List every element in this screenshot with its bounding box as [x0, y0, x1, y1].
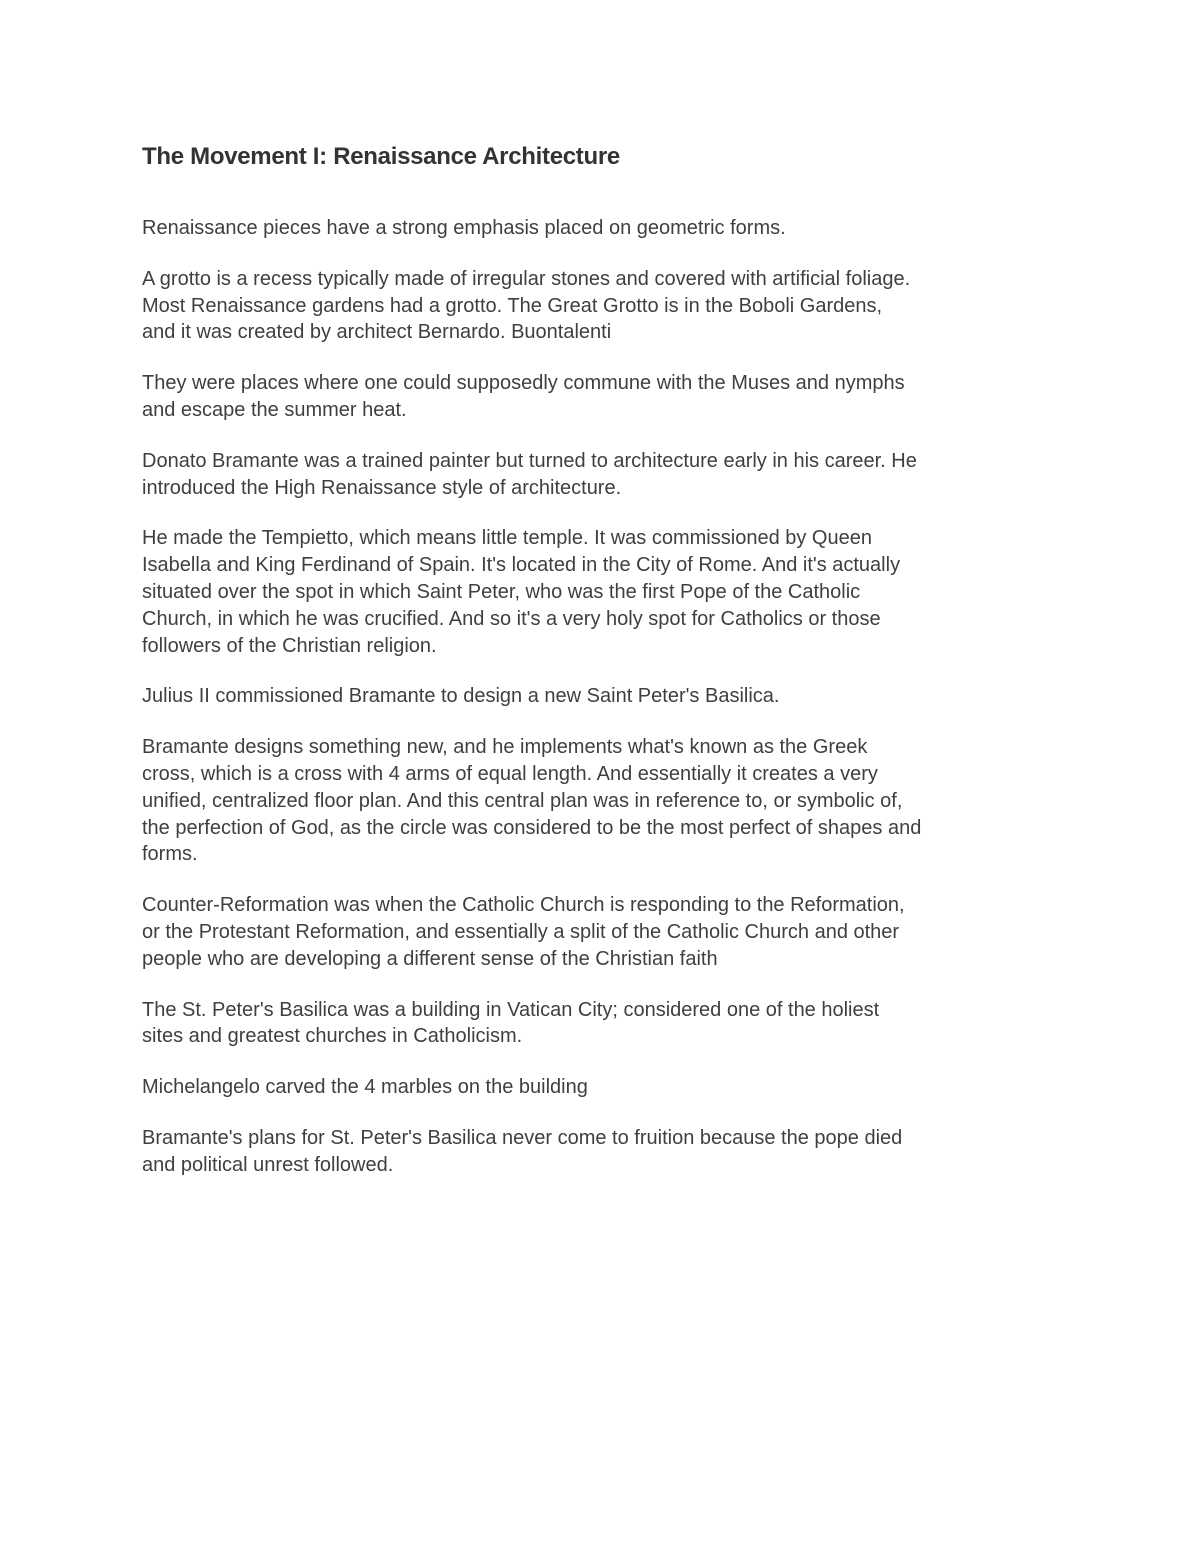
paragraph-muses: They were places where one could supposedly commune with the Muses and nymphs and escape the summer heat.: [142, 372, 905, 421]
paragraph-geometric-forms: Renaissance pieces have a strong emphasis placed on geometric forms.: [142, 217, 786, 239]
paragraph-bramante: Donato Bramante was a trained painter but turned to architecture early in his career. He introduced the High Renaissance style of architecture.: [142, 449, 917, 499]
paragraph-counter-reformation: Counter-Reformation was when the Catholic Church is responding to the Reformation, or the Protestant Reformation, and essentially a split of the Catholic Church and other people who are developing a different sense of the Christian faith: [142, 894, 905, 970]
document-body: [142, 141, 1072, 1179]
paragraph-julius: Julius II commissioned Bramante to design a new Saint Peter's Basilica.: [142, 685, 780, 708]
paragraph-basilica: The St. Peter's Basilica was a building in Vatican City; considered one of the holiest sites and greatest churches in Catholicism.: [142, 998, 880, 1048]
paragraph-michelangelo: Michelangelo carved the 4 marbles on the building: [142, 1076, 588, 1099]
document-title: The Movement I: Renaissance Architecture: [142, 143, 620, 170]
paragraph-plans: Bramante's plans for St. Peter's Basilica never come to fruition because the pope died and political unrest followed.: [142, 1126, 903, 1176]
paragraph-grotto: A grotto is a recess typically made of irregular stones and covered with artificial foliage. Most Renaissance gardens had a grotto. The Great Grotto is in the Boboli Gardens, and it was created by architect Bernardo. Buontalenti: [142, 267, 911, 344]
paragraph-greek-cross: Bramante designs something new, and he implements what's known as the Greek cross, which is a cross with 4 arms of equal length. And essentially it creates a very unified, centralized floor plan. And this central plan was in reference to, or symbolic of, the perfection of God, as the circle was considered to be the most perfect of shapes and forms.: [142, 736, 922, 866]
paragraph-tempietto: He made the Tempietto, which means little temple. It was commissioned by Queen Isabella and King Ferdinand of Spain. It's located in the City of Rome. And it's actually situated over the spot in which Saint Peter, who was the first Pope of the Catholic Church, in which he was crucified. And so it's a very holy spot for Catholics or those followers of the Christian religion.: [142, 527, 901, 657]
